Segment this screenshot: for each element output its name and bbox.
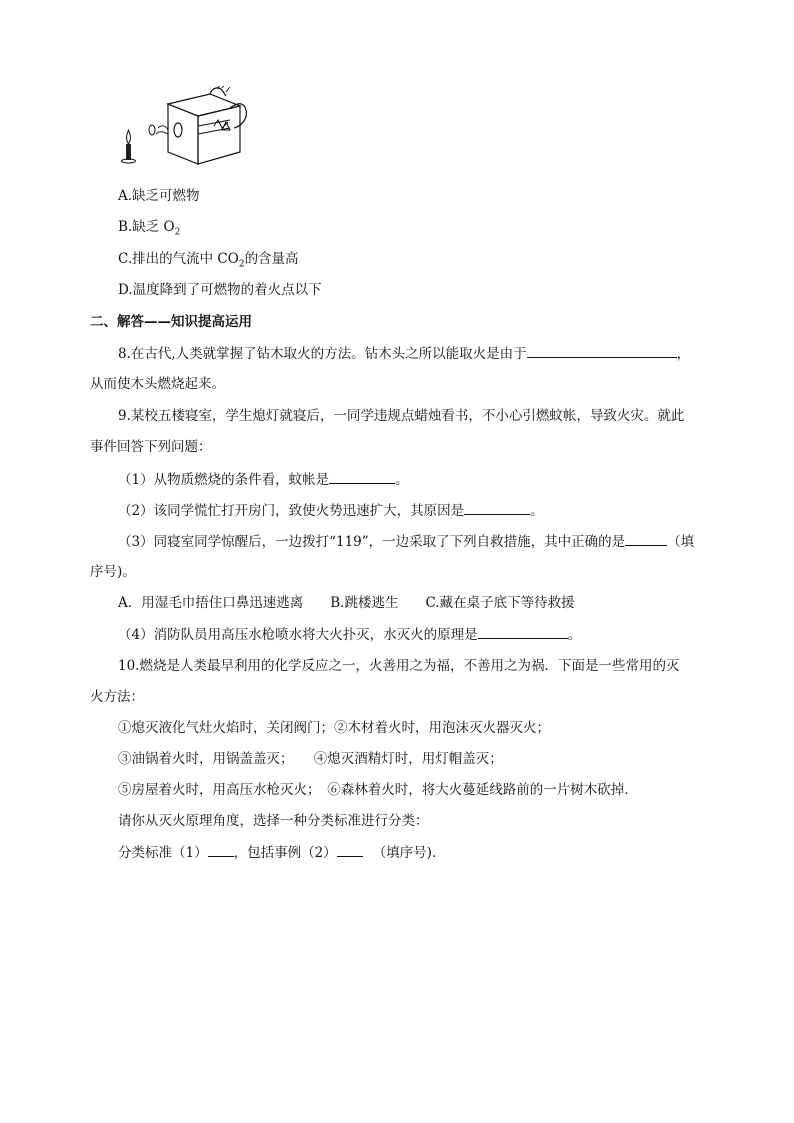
option-b-subscript: 2 bbox=[174, 227, 181, 238]
q10-items-3-4: ③油锅着火时，用锅盖盖灭； ④熄灭酒精灯时，用灯帽盖灭； bbox=[118, 751, 503, 767]
option-c-suffix: 的含量高 bbox=[244, 251, 299, 267]
q9-part2-blank[interactable] bbox=[464, 500, 530, 515]
option-c bbox=[118, 249, 299, 269]
q10-blank-1[interactable] bbox=[208, 842, 234, 857]
option-c-text: C.排出的气流中 CO bbox=[118, 251, 239, 267]
q9-part3-line2: 序号)。 bbox=[90, 564, 136, 580]
q9-part4 bbox=[118, 624, 581, 645]
q10-items-1-2: ①熄灭液化气灶火焰时，关闭阀门；②木材着火时，用泡沫灭火器灭火； bbox=[118, 720, 550, 736]
q9-part1-blank[interactable] bbox=[329, 469, 395, 484]
q10-blank-2[interactable] bbox=[337, 842, 363, 857]
q10-answer-label-2: ，包括事例（2） bbox=[233, 845, 337, 861]
q8-answer-blank[interactable] bbox=[527, 343, 677, 358]
section-heading: 二、解答——知识提高运用 bbox=[90, 314, 252, 330]
q10-prompt: 请你从灭火原理角度，选择一种分类标准进行分类： bbox=[118, 813, 429, 829]
q9-part1-end: 。 bbox=[395, 472, 409, 488]
option-a: A.缺乏可燃物 bbox=[118, 188, 200, 204]
q9-line2: 事件回答下列问题： bbox=[90, 439, 212, 455]
q9-part1-text: （1）从物质燃烧的条件看，蚊帐是 bbox=[118, 472, 330, 488]
q9-part2 bbox=[118, 500, 544, 521]
q8-text: 8.在古代,人类就掌握了钻木取火的方法。钻木头之所以能取火是由于 bbox=[118, 346, 527, 362]
q9-part3-end: （填 bbox=[667, 534, 695, 550]
experiment-illustration bbox=[118, 86, 258, 166]
option-b bbox=[118, 217, 180, 237]
q8-line1-end: ， bbox=[676, 346, 691, 362]
q9-part3-blank[interactable] bbox=[625, 531, 667, 546]
q9-part4-blank[interactable] bbox=[478, 624, 568, 639]
q9-part1 bbox=[118, 469, 409, 490]
q8-line1 bbox=[118, 343, 690, 364]
q9-part2-text: （2）该同学慌忙打开房门，致使火势迅速扩大，其原因是 bbox=[118, 503, 465, 519]
q10-line2: 火方法： bbox=[90, 689, 144, 705]
q10-answer-label-1: 分类标准（1） bbox=[118, 845, 208, 861]
q9-part4-text: （4）消防队员用高压水枪喷水将大火扑灭，水灭火的原理是 bbox=[118, 627, 478, 643]
q9-part4-end: 。 bbox=[567, 627, 582, 643]
q8-line2: 从而使木头燃烧起来。 bbox=[90, 376, 225, 392]
q9-part3-line1 bbox=[118, 531, 694, 552]
option-c-subscript: 2 bbox=[238, 259, 245, 270]
q9-part3-text: （3）同寝室同学惊醒后，一边拨打“119”，一边采取了下列自救措施，其中正确的是 bbox=[118, 534, 626, 550]
option-d: D.温度降到了可燃物的着火点以下 bbox=[118, 282, 322, 298]
q9-choices: A．用湿毛巾捂住口鼻迅速逃离 B.跳楼逃生 C.藏在桌子底下等待救援 bbox=[118, 595, 575, 611]
q9-line1: 9.某校五楼寝室，学生熄灯就寝后，一同学违规点蜡烛看书，不小心引燃蚊帐，导致火灾。就此 bbox=[118, 408, 685, 424]
q10-answer-line bbox=[118, 842, 445, 863]
option-b-text: B.缺乏 O bbox=[118, 219, 175, 235]
q10-line1: 10.燃烧是人类最早利用的化学反应之一，火善用之为福，不善用之为祸．下面是一些常用的灭 bbox=[118, 658, 680, 674]
q10-answer-label-3: （填序号)． bbox=[372, 845, 446, 861]
q10-items-5-6: ⑤房屋着火时，用高压水枪灭火； ⑥森林着火时，将大火蔓延线路前的一片树木砍掉． bbox=[118, 782, 638, 798]
q9-part2-end: 。 bbox=[530, 503, 544, 519]
